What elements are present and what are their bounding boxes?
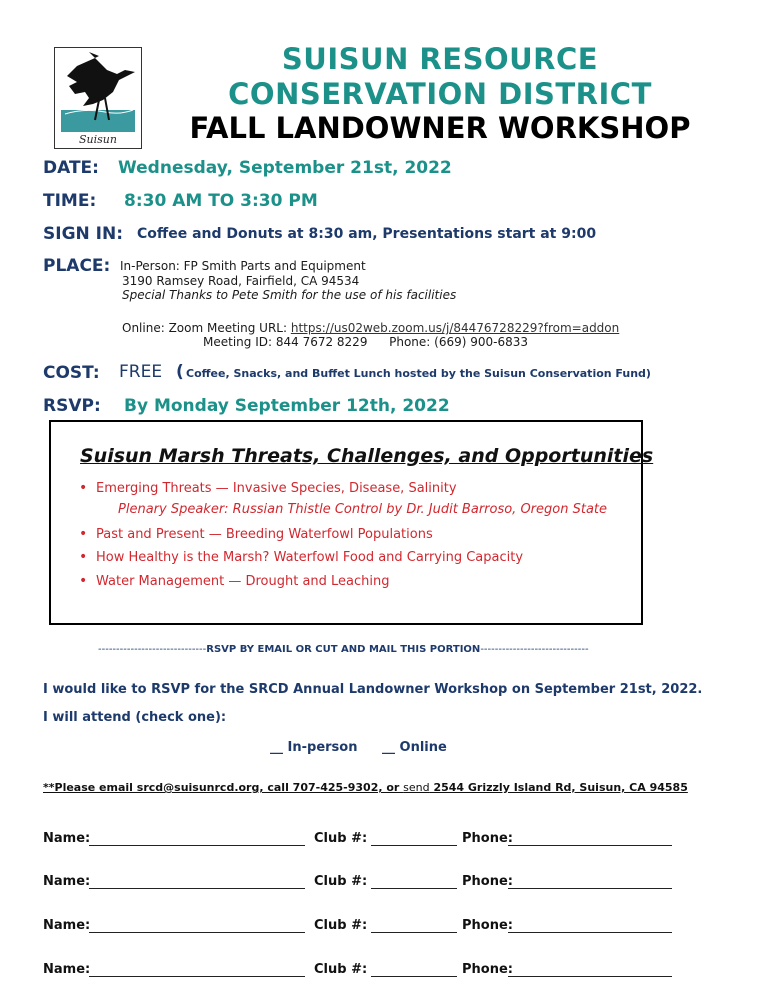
topic-item-4-text: Water Management — Drought and Leaching — [96, 574, 390, 589]
cost-label: COST: — [43, 363, 100, 383]
contact-line — [43, 781, 688, 794]
signin-value: Coffee and Donuts at 8:30 am, Presentations start at 9:00 — [137, 226, 597, 242]
place-label: PLACE: — [43, 256, 111, 276]
rsvp-statement: I would like to RSVP for the SRCD Annual Landowner Workshop on September 21st, 2022. — [43, 682, 703, 697]
cost-note: Coffee, Snacks, and Buffet Lunch hosted by the Suisun Conservation Fund) — [186, 367, 651, 380]
name-field[interactable] — [89, 932, 305, 933]
name-field[interactable] — [89, 888, 305, 889]
club-field[interactable] — [371, 845, 457, 846]
date-label: DATE: — [43, 158, 99, 178]
bullet-icon: • — [79, 573, 88, 589]
topic-item-1 — [79, 480, 457, 496]
phone-field[interactable] — [508, 932, 672, 933]
logo-caption: Suisun — [79, 133, 117, 146]
club-field[interactable] — [371, 976, 457, 977]
title-line-3: FALL LANDOWNER WORKSHOP — [189, 111, 691, 145]
time-value: 8:30 AM TO 3:30 PM — [124, 191, 318, 211]
phone-label: Phone: — [462, 874, 513, 889]
cost-paren: ( — [176, 362, 184, 382]
club-label: Club #: — [314, 831, 368, 846]
phone-label: Phone: — [462, 918, 513, 933]
bullet-icon: • — [79, 549, 88, 565]
contact-text-b: send — [403, 781, 430, 794]
cut-line — [98, 644, 666, 655]
title-line-1: SUISUN RESOURCE — [281, 42, 599, 76]
phone-field[interactable] — [508, 976, 672, 977]
contact-text-c: 2544 Grizzly Island Rd, Suisun, CA 94585 — [429, 781, 688, 794]
topic-item-1-text: Emerging Threats — Invasive Species, Disease, Salinity — [96, 481, 457, 496]
zoom-prefix: Online: Zoom Meeting URL: — [122, 321, 291, 335]
cost-value: FREE — [119, 362, 163, 382]
place-line-2: 3190 Ramsey Road, Fairfield, CA 94534 — [122, 274, 360, 288]
option-in-person[interactable]: __ In-person — [270, 740, 358, 755]
time-label: TIME: — [43, 191, 97, 211]
club-label: Club #: — [314, 962, 368, 977]
cut-dashes-right: ------------------------------ — [480, 644, 589, 655]
rsvp-value: By Monday September 12th, 2022 — [124, 396, 450, 416]
meeting-id-label: Meeting ID: — [203, 335, 276, 349]
name-field[interactable] — [89, 976, 305, 977]
topic-item-4 — [79, 573, 390, 589]
place-line-3: Special Thanks to Pete Smith for the use of his facilities — [122, 288, 457, 302]
name-label: Name: — [43, 962, 91, 977]
signin-label: SIGN IN: — [43, 224, 124, 244]
phone-label: Phone: — [462, 962, 513, 977]
date-value: Wednesday, September 21st, 2022 — [118, 158, 452, 178]
contact-text-a: **Please email srcd@suisunrcd.org, call 707-425-9302, or — [43, 781, 404, 794]
phone-field[interactable] — [508, 888, 672, 889]
bullet-icon: • — [79, 526, 88, 542]
cut-text: RSVP BY EMAIL OR CUT AND MAIL THIS PORTION — [206, 644, 481, 655]
topic-item-2-text: Past and Present — Breeding Waterfowl Populations — [96, 527, 433, 542]
topics-title: Suisun Marsh Threats, Challenges, and Opportunities — [80, 445, 654, 467]
club-label: Club #: — [314, 874, 368, 889]
zoom-line — [122, 321, 619, 335]
attend-prompt: I will attend (check one): — [43, 710, 227, 725]
rsvp-label: RSVP: — [43, 396, 101, 416]
topic-item-1-sub: Plenary Speaker: Russian Thistle Control by Dr. Judit Barroso, Oregon State — [118, 502, 608, 517]
option-online[interactable]: __ Online — [382, 740, 447, 755]
name-label: Name: — [43, 918, 91, 933]
place-line-1: In-Person: FP Smith Parts and Equipment — [120, 259, 366, 273]
club-field[interactable] — [371, 932, 457, 933]
topic-item-3-text: How Healthy is the Marsh? Waterfowl Food and Carrying Capacity — [96, 550, 524, 565]
topic-item-2 — [79, 526, 433, 542]
phone-label: Phone: — [462, 831, 513, 846]
bullet-icon: • — [79, 480, 88, 496]
meeting-line — [203, 335, 528, 349]
phone-field[interactable] — [508, 845, 672, 846]
meeting-id: 844 7672 8229 — [275, 335, 368, 349]
club-field[interactable] — [371, 888, 457, 889]
cut-dashes-left: ------------------------------ — [98, 644, 207, 655]
zoom-link[interactable]: https://us02web.zoom.us/j/84476728229?from=addon — [290, 321, 620, 335]
name-label: Name: — [43, 831, 91, 846]
name-label: Name: — [43, 874, 91, 889]
district-logo — [54, 47, 142, 149]
club-label: Club #: — [314, 918, 368, 933]
name-field[interactable] — [89, 845, 305, 846]
phone-number: (669) 900-6833 — [434, 335, 529, 349]
title-line-2: CONSERVATION DISTRICT — [228, 77, 652, 111]
topic-item-3 — [79, 549, 524, 565]
phone-label: Phone: — [389, 335, 435, 349]
